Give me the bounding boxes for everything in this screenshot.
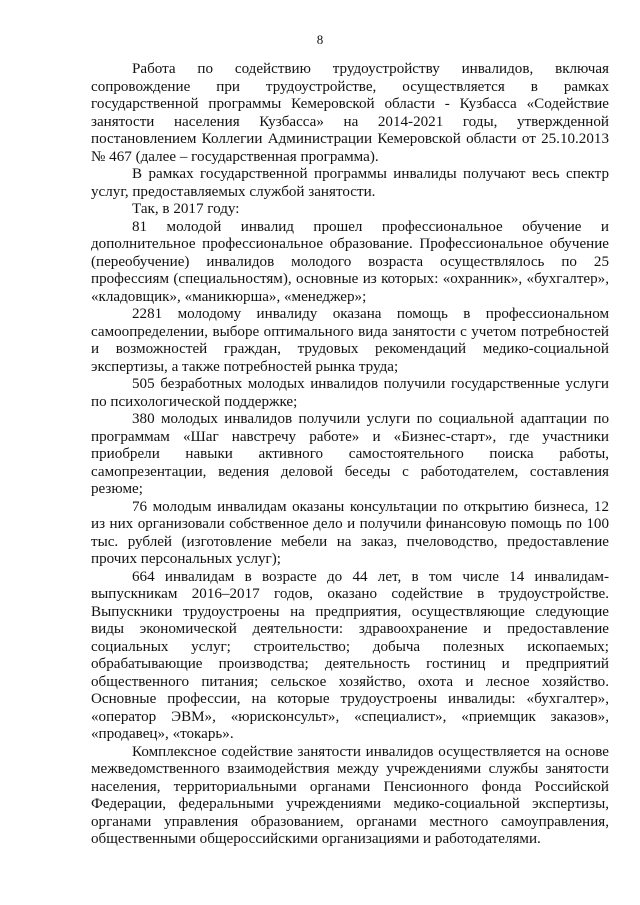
paragraph-psychological-support: 505 безработных молодых инвалидов получили государственные услуги по психологической поддержке; (91, 376, 609, 410)
paragraph-program-intro: Работа по содействию трудоустройству инвалидов, включая сопровождение при трудоустройстве, осуществляется в рамках государственной программы Кемеровской области - Кузбасса «Содействие занятости населения Кузбасса» на 2014-2021 годы, утвержденной постановлением Коллегии Администрации Кемеровской области от 25.10.2013 № 467 (далее – государственная программа). (91, 61, 609, 165)
paragraph-interagency-cooperation: Комплексное содействие занятости инвалидов осуществляется на основе межведомственного взаимодействия между учреждениями службы занятости населения, территориальными органами Пенсионного фонда Российской Федерации, федеральными учреждениями медико-социальной экспертизы, органами управления образованием, органами местного самоуправления, общественными общероссийскими организациями и работодателями. (91, 743, 609, 847)
page-number: 8 (316, 32, 324, 47)
paragraph-career-guidance: 2281 молодому инвалиду оказана помощь в профессиональном самоопределении, выборе оптимального вида занятости с учетом потребностей и возможностей граждан, трудовых рекомендаций медико-социальной экспертизы, а также потребностей рынка труда; (91, 306, 609, 375)
paragraph-year-2017: Так, в 2017 году: (132, 201, 240, 217)
paragraph-business-consulting: 76 молодым инвалидам оказаны консультации по открытию бизнеса, 12 из них организовали собственное дело и получили финансовую помощь по 100 тыс. рублей (изготовление мебели на заказ, пчеловодство, предоставление прочих персональных услуг); (91, 498, 609, 567)
paragraph-social-adaptation: 380 молодых инвалидов получили услуги по социальной адаптации по программам «Шаг навстречу работе» и «Бизнес-старт», где участники приобрели навыки активного самостоятельного поиска работы, самопрезентации, ведения деловой беседы с работодателем, составления резюме; (91, 411, 609, 497)
paragraph-employment-assistance: 664 инвалидам в возрасте до 44 лет, в том числе 14 инвалидам-выпускникам 2016–2017 годов, оказано содействие в трудоустройстве. Выпускники трудоустроены на предприятия, осуществляющие следующие виды экономической деятельности: здравоохранение и предоставление социальных услуг; строительство; добыча полезных ископаемых; обрабатывающие производства; деятельность гостиниц и предприятий общественного питания; сельское хозяйство, охота и лесное хозяйство. Основные профессии, на которые трудоустроены инвалиды: «бухгалтер», «оператор ЭВМ», «юрисконсульт», «специалист», «приемщик заказов», «продавец», «токарь». (91, 568, 609, 742)
paragraph-vocational-training: 81 молодой инвалид прошел профессиональное обучение и дополнительное профессиональное образование. Профессиональное обучение (переобучение) инвалидов молодого возраста осуществлялось по 25 профессиям (специальностям), основные из которых: «охранник», «бухгалтер», «кладовщик», «маникюрша», «менеджер»; (91, 218, 609, 305)
paragraph-services-spectrum: В рамках государственной программы инвалиды получают весь спектр услуг, предоставляемых службой занятости. (91, 166, 609, 200)
body-text (91, 61, 609, 849)
